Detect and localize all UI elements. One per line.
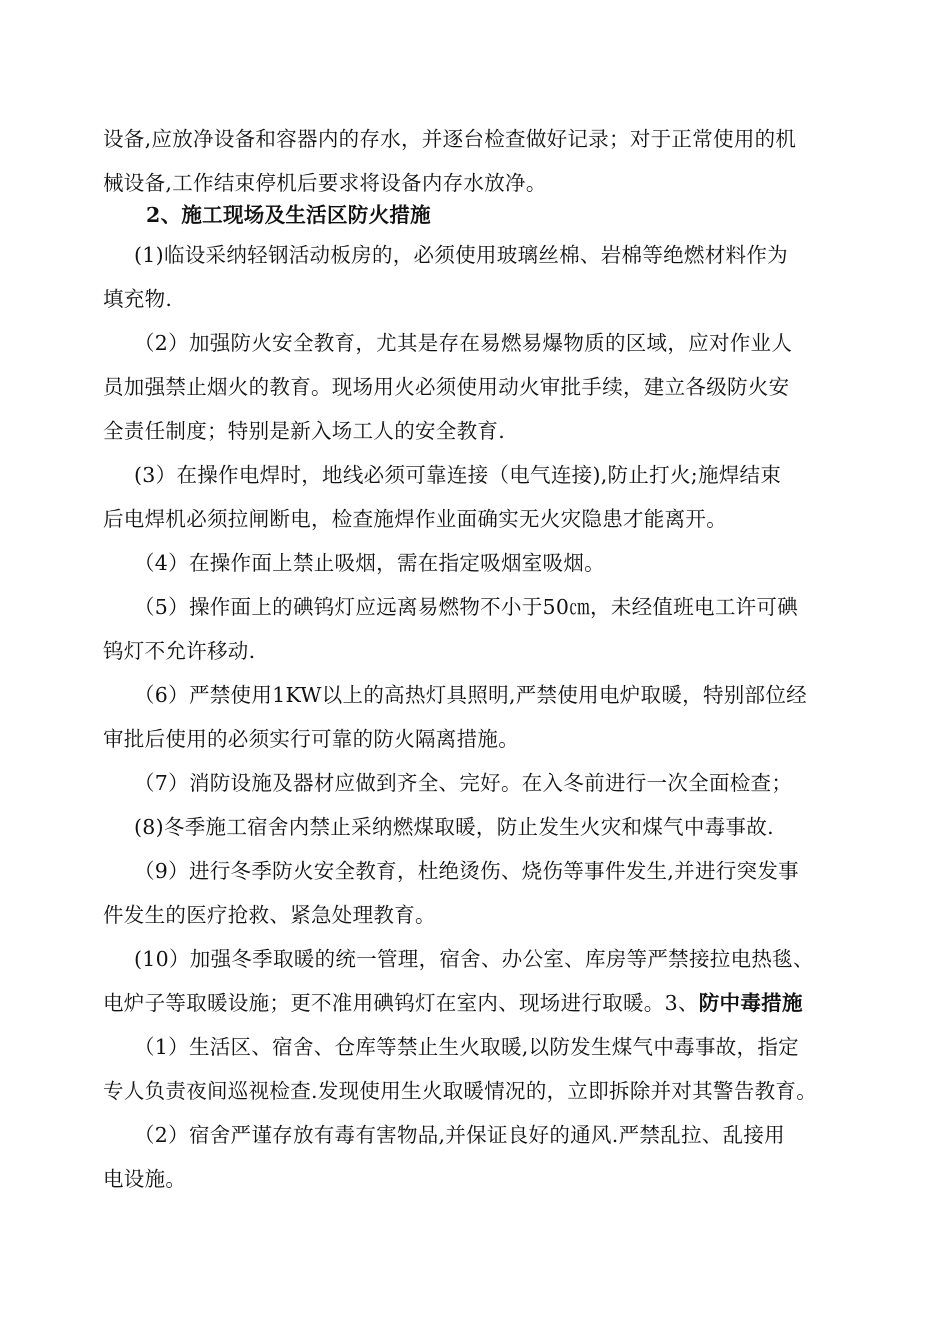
- paragraph-line: 件发生的医疗抢救、紧急处理教育。: [103, 903, 436, 927]
- section-heading: 防中毒措施: [698, 991, 803, 1015]
- paragraph-line: 后电焊机必须拉闸断电，检查施焊作业面确实无火灾隐患才能离开。: [103, 507, 727, 531]
- paragraph-line: (10）加强冬季取暖的统一管理，宿舍、办公室、库房等严禁接拉电热毯、: [134, 947, 814, 971]
- paragraph-line: (1)临设采纳轻钢活动板房的，必须使用玻璃丝棉、岩棉等绝燃材料作为: [134, 243, 788, 267]
- paragraph-line: 专人负责夜间巡视检查.发现使用生火取暖情况的，立即拆除并对其警告教育。: [103, 1079, 818, 1103]
- section-heading: 2、施工现场及生活区防火措施: [146, 203, 431, 227]
- paragraph-line: 钨灯不允许移动.: [103, 639, 256, 663]
- paragraph-line: (8)冬季施工宿舍内禁止采纳燃煤取暖，防止发生火灾和煤气中毒事故.: [134, 815, 774, 839]
- paragraph-line: 审批后使用的必须实行可靠的防火隔离措施。: [103, 727, 519, 751]
- paragraph-text: 电炉子等取暖设施；更不准用碘钨灯在室内、现场进行取暖。3、: [103, 991, 699, 1015]
- paragraph-line: 电设施。: [103, 1167, 187, 1191]
- paragraph-line: （1）生活区、宿舍、仓库等禁止生火取暖,以防发生煤气中毒事故，指定: [134, 1035, 799, 1059]
- paragraph-line: （9）进行冬季防火安全教育，杜绝烫伤、烧伤等事件发生,并进行突发事: [134, 859, 799, 883]
- paragraph-line: 械设备,工作结束停机后要求将设备内存水放净。: [103, 171, 547, 195]
- paragraph-line: （2）宿舍严谨存放有毒有害物品,并保证良好的通风.严禁乱拉、乱接用: [134, 1123, 785, 1147]
- paragraph-line: （6）严禁使用1KW以上的高热灯具照明,严禁使用电炉取暖，特别部位经: [134, 683, 807, 707]
- paragraph-line: （4）在操作面上禁止吸烟，需在指定吸烟室吸烟。: [134, 551, 605, 575]
- paragraph-line: 全责任制度；特别是新入场工人的安全教育.: [103, 419, 506, 443]
- paragraph-line: （7）消防设施及器材应做到齐全、完好。在入冬前进行一次全面检查；: [134, 771, 793, 795]
- paragraph-line: (3）在操作电焊时，地线必须可靠连接（电气连接),防止打火;施焊结束: [134, 463, 782, 487]
- paragraph-line: 设备,应放净设备和容器内的存水，并逐台检查做好记录；对于正常使用的机: [103, 127, 797, 151]
- paragraph-line: [103, 988, 803, 1018]
- paragraph-line: （2）加强防火安全教育，尤其是存在易燃易爆物质的区域，应对作业人: [134, 331, 793, 355]
- paragraph-line: （5）操作面上的碘钨灯应远离易燃物不小于50㎝，未经值班电工许可碘: [134, 595, 799, 619]
- paragraph-line: 员加强禁止烟火的教育。现场用火必须使用动火审批手续，建立各级防火安: [103, 375, 790, 399]
- paragraph-line: 填充物.: [103, 287, 173, 311]
